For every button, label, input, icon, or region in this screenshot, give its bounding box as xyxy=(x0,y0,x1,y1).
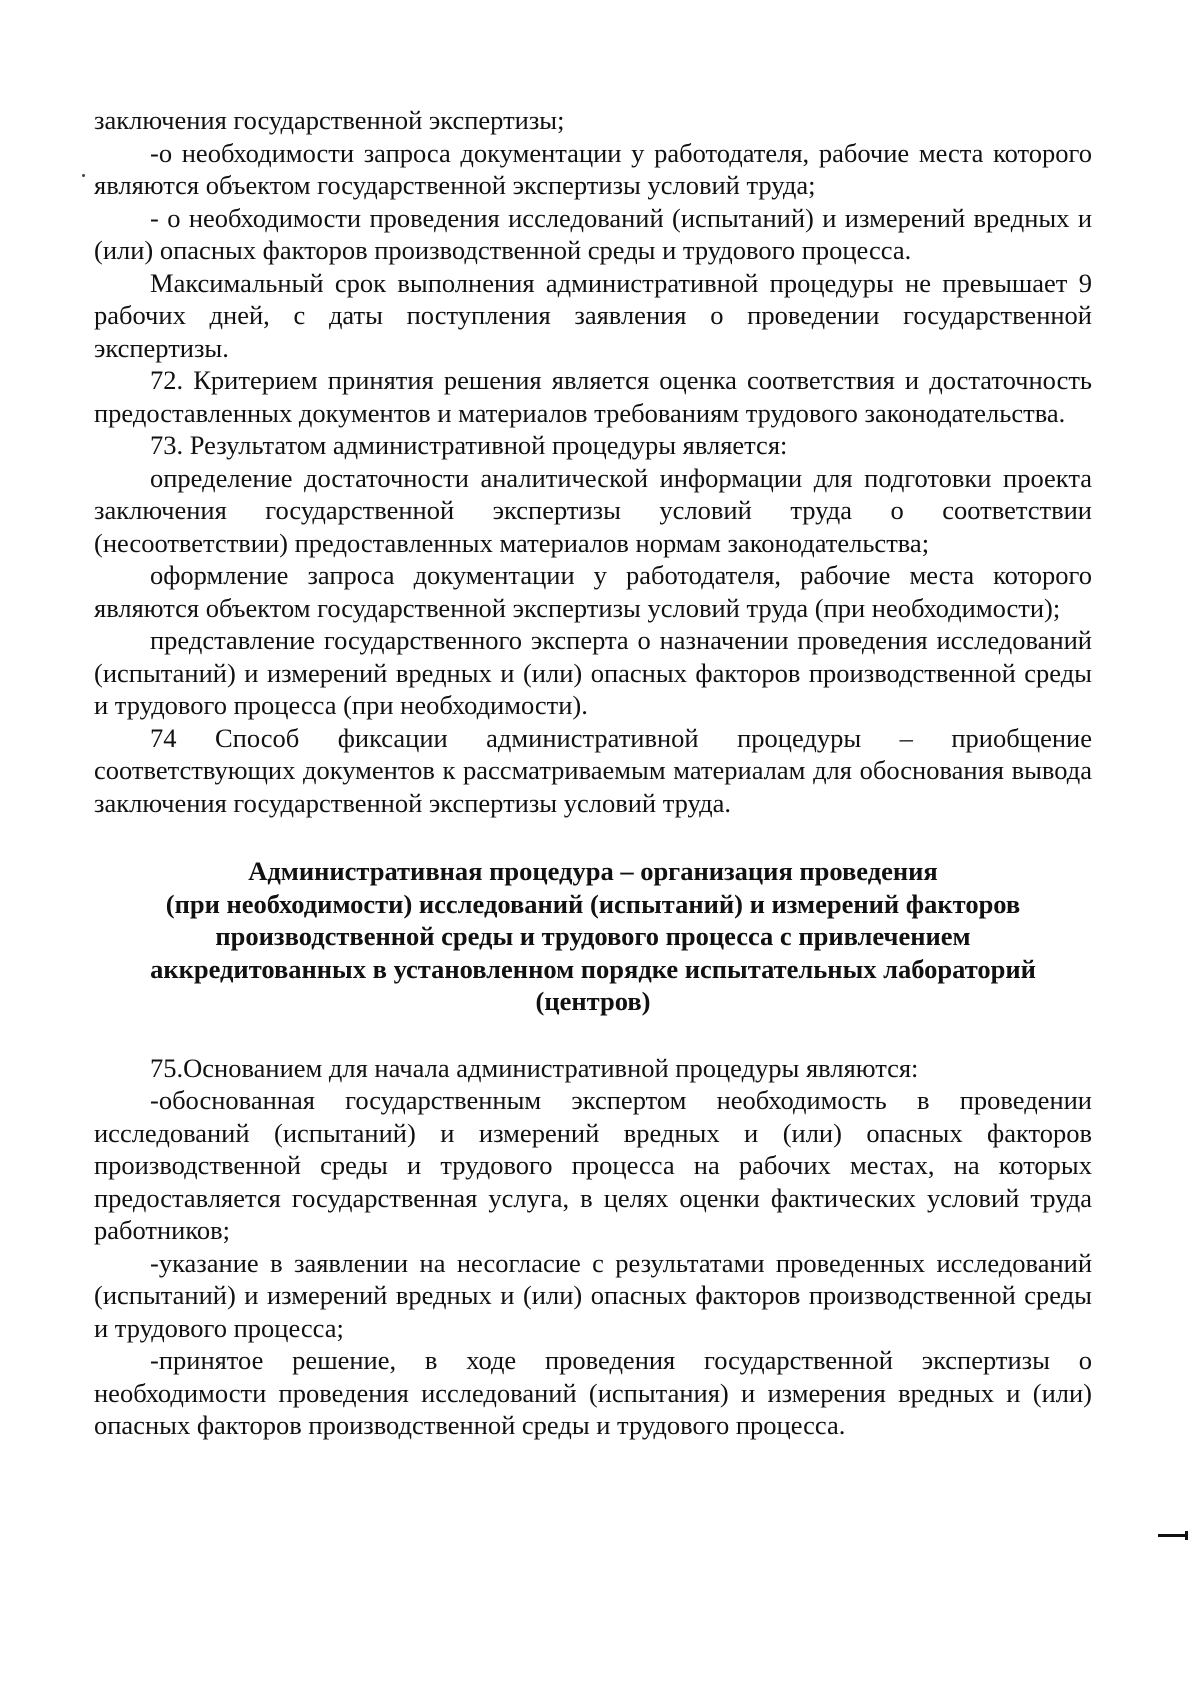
paragraph-max-term: Максимальный срок выполнения административной процедуры не превышает 9 рабочих дней, с даты поступления заявления о проведении государственной экспертизы. xyxy=(94,267,1092,363)
paragraph-73-item-1: определение достаточности аналитической информации для подготовки проекта заключения государственной экспертизы условий труда о соответствии (несоответствии) предоставленных материалов нормам законодательства; xyxy=(94,462,1092,558)
document-body xyxy=(94,104,1092,1442)
heading-line: аккредитованных в установленном порядке испытательных лабораторий xyxy=(150,953,1036,984)
paragraph-75: 75.Основанием для начала административной процедуры являются: xyxy=(150,1052,919,1083)
lower-section xyxy=(94,1052,1092,1442)
paragraph-73-item-3: представление государственного эксперта о назначении проведения исследований (испытаний) и измерений вредных и (или) опасных факторов производственной среды и трудового процесса (при необходимости). xyxy=(94,625,1092,720)
heading-line: Административная процедура – организация проведения xyxy=(248,856,938,886)
paragraph-request-documentation: -о необходимости запроса документации у работодателя, рабочие места которого являются объектом государственной экспертизы условий труда; xyxy=(94,137,1092,200)
scan-speck xyxy=(82,174,85,177)
page-edge-mark xyxy=(1158,1534,1188,1537)
upper-section xyxy=(94,104,1092,819)
section-heading xyxy=(124,855,1062,1018)
paragraph-continuation: заключения государственной экспертизы; xyxy=(94,105,565,135)
paragraph-75-item-1: -обоснованная государственным экспертом необходимость в проведении исследований (испытаний) и измерений вредных и (или) опасных факторов производственной среды и трудового процесса на рабочих местах, на которых предоставляется государственная услуга, в целях оценки фактических условий труда работников; xyxy=(94,1085,1092,1245)
paragraph-72: 72. Критерием принятия решения является оценка соответствия и достаточность предоставленных документов и материалов требованиям трудового законодательства. xyxy=(94,365,1092,428)
paragraph-73: 73. Результатом административной процедуры является: xyxy=(150,430,788,460)
paragraph-73-item-2: оформление запроса документации у работодателя, рабочие места которого являются объектом государственной экспертизы условий труда (при необходимости); xyxy=(94,560,1092,623)
paragraph-75-item-2: -указание в заявлении на несогласие с результатами проведенных исследований (испытаний) и измерений вредных и (или) опасных факторов производственной среды и трудового процесса; xyxy=(94,1247,1092,1343)
paragraph-74: 74 Способ фиксации административной процедуры – приобщение соответствующих документов к рассматриваемым материалам для обоснования вывода заключения государственной экспертизы условий труда. xyxy=(94,722,1092,818)
paragraph-research-necessity: - о необходимости проведения исследований (испытаний) и измерений вредных и (или) опасных факторов производственной среды и трудового процесса. xyxy=(94,202,1092,265)
heading-line: производственной среды и трудового процесса с привлечением xyxy=(215,921,971,951)
paragraph-75-item-3: -принятое решение, в ходе проведения государственной экспертизы о необходимости проведения исследований (испытания) и измерения вредных и (или) опасных факторов производственной среды и трудового процесса. xyxy=(94,1345,1092,1440)
heading-line: (при необходимости) исследований (испытаний) и измерений факторов xyxy=(165,888,1021,919)
heading-line: (центров) xyxy=(535,986,651,1016)
